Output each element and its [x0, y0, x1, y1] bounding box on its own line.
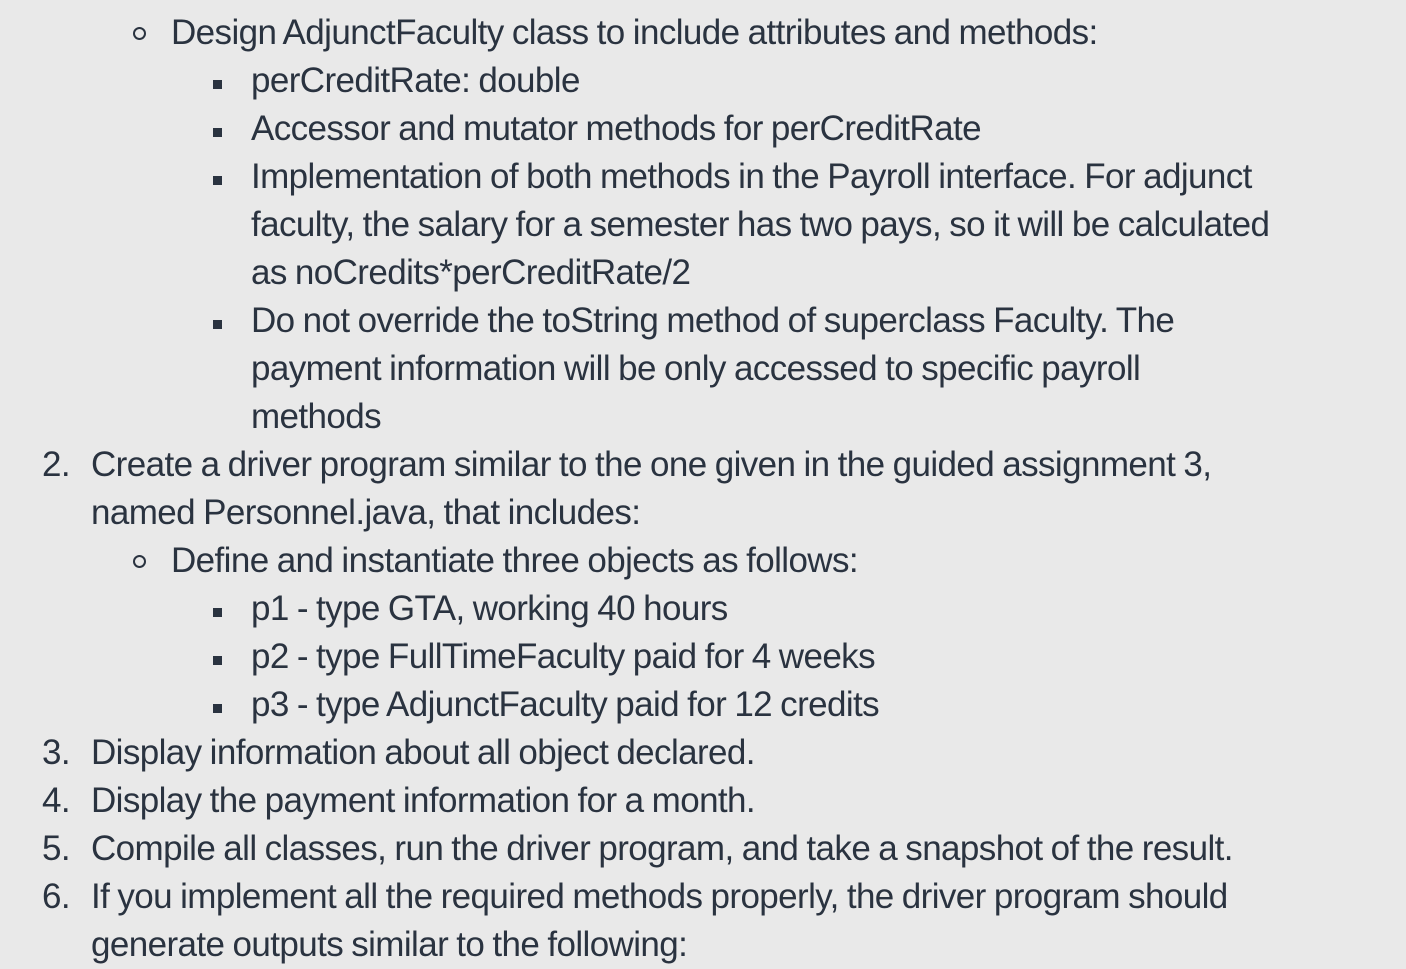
bullet-text: Accessor and mutator methods for perCreditRate — [251, 109, 981, 148]
square-bullet-icon — [213, 176, 222, 185]
square-bullet-icon — [213, 656, 222, 665]
bullet-text: faculty, the salary for a semester has two pays, so it will be calculated — [251, 205, 1270, 244]
list-number: 5. — [42, 829, 70, 868]
list-item-text: If you implement all the required methods properly, the driver program should — [91, 877, 1228, 916]
square-bullet-icon — [213, 704, 222, 713]
bullet-text: p1 - type GTA, working 40 hours — [251, 589, 728, 628]
bullet-text: Implementation of both methods in the Payroll interface. For adjunct — [251, 157, 1252, 196]
sub-item-text: Design AdjunctFaculty class to include attributes and methods: — [171, 13, 1098, 52]
list-number: 4. — [42, 781, 70, 820]
bullet-text: perCreditRate: double — [251, 61, 580, 100]
square-bullet-icon — [213, 128, 222, 137]
square-bullet-icon — [213, 320, 222, 329]
list-item-text: Display the payment information for a month. — [91, 781, 756, 820]
list-number: 2. — [42, 445, 70, 484]
bullet-text: p3 - type AdjunctFaculty paid for 12 credits — [251, 685, 880, 724]
list-number: 3. — [42, 733, 70, 772]
list-item-text: Create a driver program similar to the one given in the guided assignment 3, — [91, 445, 1212, 484]
bullet-text: methods — [251, 397, 382, 436]
list-item-text: Display information about all object declared. — [91, 733, 755, 772]
list-item-text: Compile all classes, run the driver program, and take a snapshot of the result. — [91, 829, 1233, 868]
square-bullet-icon — [213, 80, 222, 89]
list-number: 6. — [42, 877, 70, 916]
list-item-text: named Personnel.java, that includes: — [91, 493, 641, 532]
bullet-text: payment information will be only accessed to specific payroll — [251, 349, 1141, 388]
circle-bullet-icon — [133, 555, 146, 568]
bullet-text: Do not override the toString method of superclass Faculty. The — [251, 301, 1175, 340]
square-bullet-icon — [213, 608, 222, 617]
sub-item-text: Define and instantiate three objects as follows: — [171, 541, 859, 580]
bullet-text: as noCredits*perCreditRate/2 — [251, 253, 691, 292]
circle-bullet-icon — [133, 27, 146, 40]
bullet-text: p2 - type FullTimeFaculty paid for 4 weeks — [251, 637, 875, 676]
list-item-text: generate outputs similar to the following: — [91, 925, 688, 964]
